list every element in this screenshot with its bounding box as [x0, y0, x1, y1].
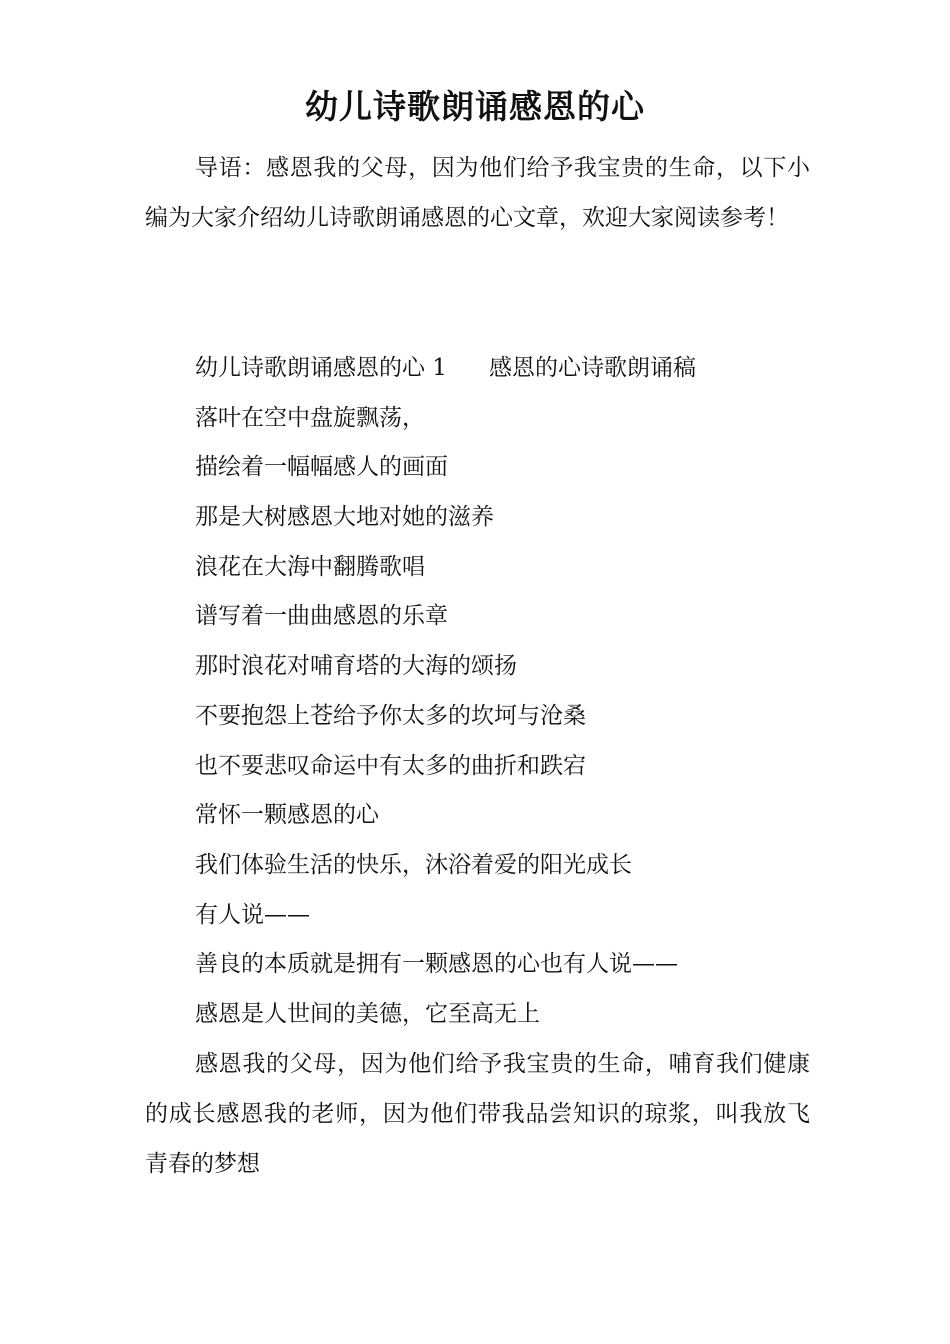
section-subheading: 感恩的心诗歌朗诵稿 [488, 355, 696, 381]
poem-line: 落叶在空中盘旋飘荡， [195, 405, 425, 431]
poem-line: 浪花在大海中翻腾歌唱 [195, 554, 425, 580]
poem-line: 描绘着一幅幅感人的画面 [195, 454, 448, 480]
poem-line: 谱写着一曲曲感恩的乐章 [195, 603, 448, 629]
intro-paragraph: 导语：感恩我的父母，因为他们给予我宝贵的生命，以下小编为大家介绍幼儿诗歌朗诵感恩的心文章，欢迎大家阅读参考！ [145, 155, 810, 231]
closing-paragraph: 感恩我的父母，因为他们给予我宝贵的生命，哺育我们健康的成长感恩我的老师，因为他们带我品尝知识的琼浆，叫我放飞青春的梦想 [145, 1051, 810, 1177]
poem-line: 不要抱怨上苍给予你太多的坎坷与沧桑 [195, 703, 586, 729]
poem-line: 那是大树感恩大地对她的滋养 [195, 504, 494, 530]
poem-line: 我们体验生活的快乐，沐浴着爱的阳光成长 [195, 852, 632, 878]
poem-line: 感恩是人世间的美德，它至高无上 [195, 1001, 540, 1027]
poem-line: 有人说—— [195, 902, 310, 928]
section-heading: 幼儿诗歌朗诵感恩的心 1 [195, 355, 447, 381]
poem-line: 也不要悲叹命运中有太多的曲折和跌宕 [195, 753, 586, 779]
section-heading-line [195, 343, 696, 393]
document-title: 幼儿诗歌朗诵感恩的心 [305, 87, 645, 126]
poem-line: 常怀一颗感恩的心 [195, 802, 379, 828]
poem-line: 那时浪花对哺育塔的大海的颂扬 [195, 653, 517, 679]
poem-line: 善良的本质就是拥有一颗感恩的心也有人说—— [195, 951, 678, 977]
